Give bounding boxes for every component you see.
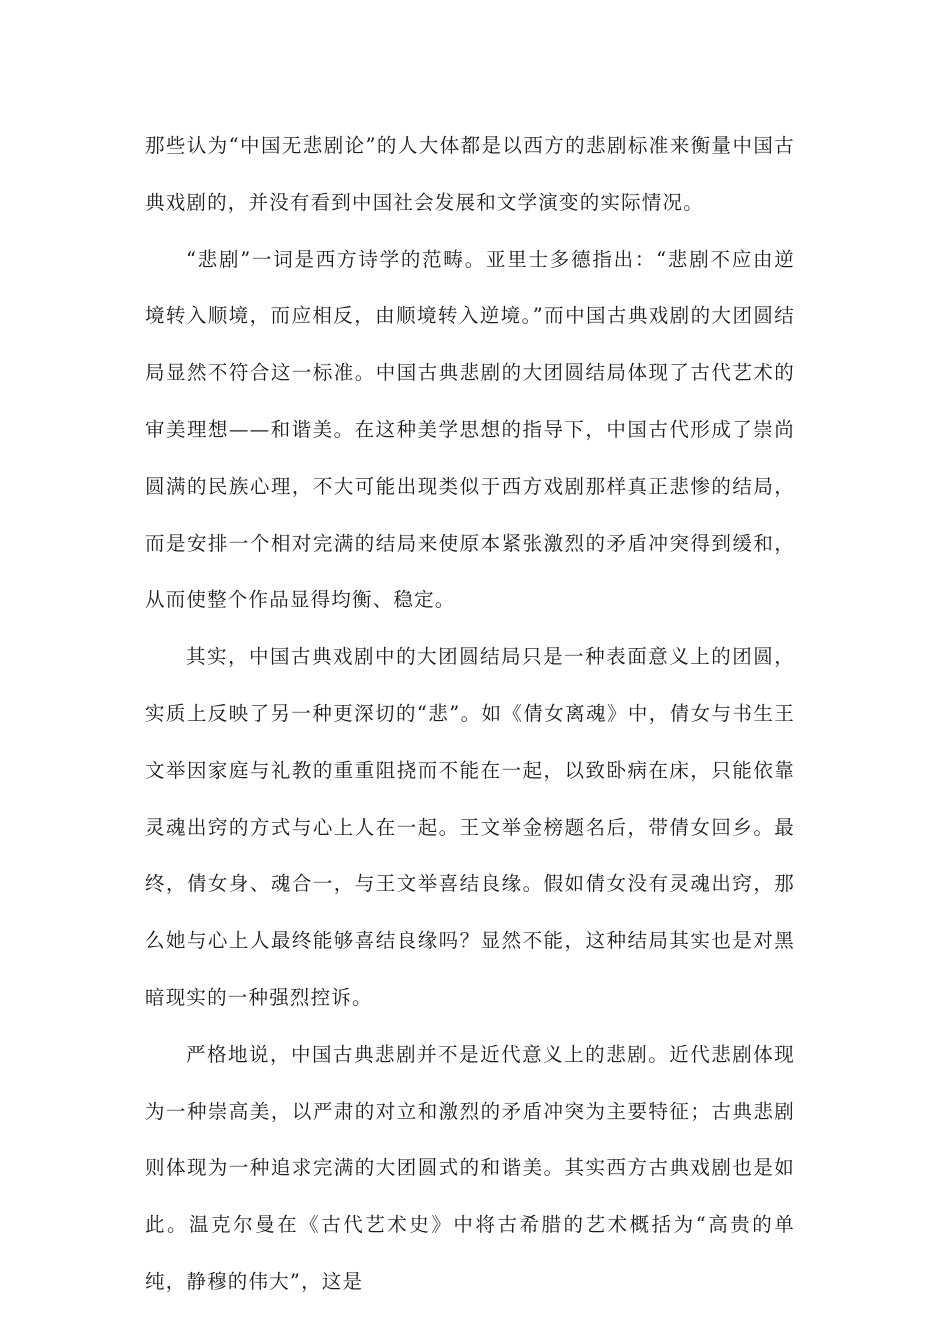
paragraph-3: 其实，中国古典戏剧中的大团圆结局只是一种表面意义上的团圆，实质上反映了另一种更深切的“悲”。如《倩女离魂》中，倩女与书生王文举因家庭与礼教的重重阻挠而不能在一起，以致卧病在床，只能依靠灵魂出窍的方式与心上人在一起。王文举金榜题名后，带倩女回乡。最终，倩女身、魂合一，与王文举喜结良缘。假如倩女没有灵魂出窍，那么她与心上人最终能够喜结良缘吗？显然不能，这种结局其实也是对黑暗现实的一种强烈控诉。 (145, 645, 795, 1009)
paragraph-1: 那些认为“中国无悲剧论”的人大体都是以西方的悲剧标准来衡量中国古典戏剧的，并没有看到中国社会发展和文学演变的实际情况。 (145, 134, 795, 214)
document-body (145, 118, 795, 1311)
paragraph-2: “悲剧”一词是西方诗学的范畴。亚里士多德指出：“悲剧不应由逆境转入顺境，而应相反，由顺境转入逆境。”而中国古典戏剧的大团圆结局显然不符合这一标准。中国古典悲剧的大团圆结局体现了古代艺术的审美理想——和谐美。在这种美学思想的指导下，中国古代形成了崇尚圆满的民族心理，不大可能出现类似于西方戏剧那样真正悲惨的结局，而是安排一个相对完满的结局来使原本紧张激烈的矛盾冲突得到缓和，从而使整个作品显得均衡、稳定。 (145, 247, 795, 612)
paragraph-4: 严格地说，中国古典悲剧并不是近代意义上的悲剧。近代悲剧体现为一种崇高美，以严肃的对立和激烈的矛盾冲突为主要特征；古典悲剧则体现为一种追求完满的大团圆式的和谐美。其实西方古典戏剧也是如此。温克尔曼在《古代艺术史》中将古希腊的艺术概括为“高贵的单纯，静穆的伟大”，这是 (145, 1042, 795, 1293)
